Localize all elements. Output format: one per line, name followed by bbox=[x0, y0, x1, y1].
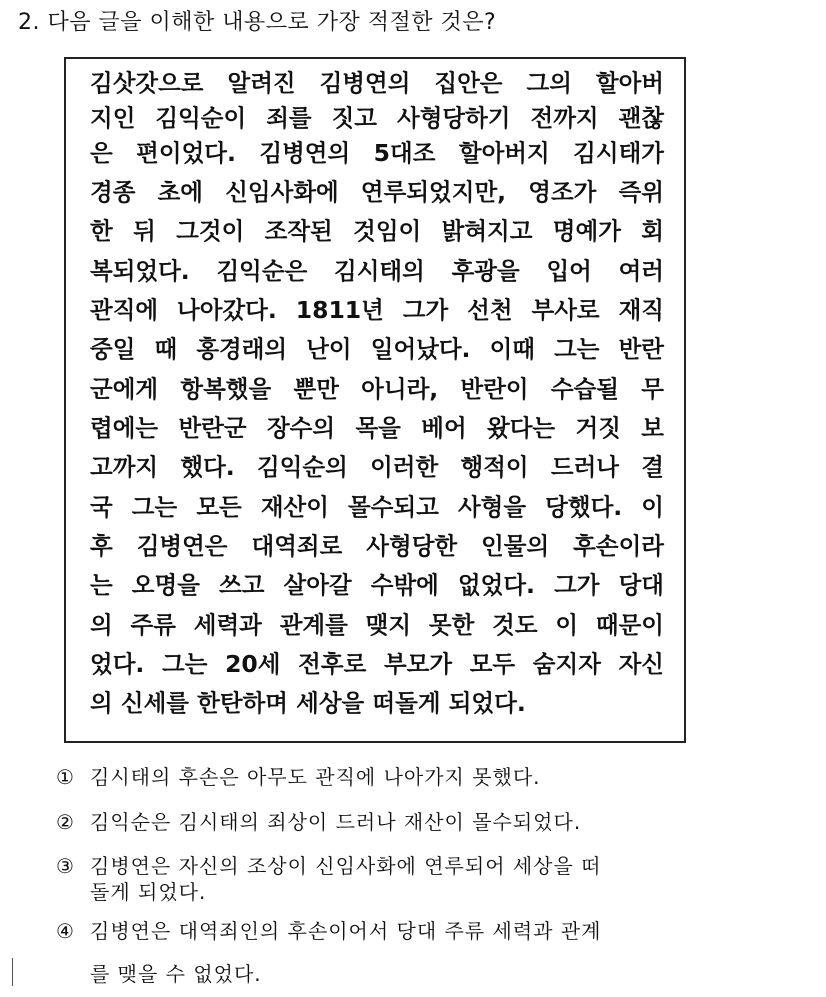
margin-line bbox=[12, 958, 13, 986]
passage-line: 김삿갓으로 알려진 김병연의 집안은 그의 할아버 bbox=[90, 69, 664, 97]
passage-line: 는 오명을 쓰고 살아갈 수밖에 없었다. 그가 당대 bbox=[90, 571, 664, 599]
option-text-continued: 를 맺을 수 없었다. bbox=[90, 962, 262, 986]
passage-line: 복되었다. 김익순은 김시태의 후광을 입어 여러 bbox=[90, 257, 664, 285]
option-number: ① bbox=[56, 765, 75, 789]
passage-line: 고까지 했다. 김익순의 이러한 행적이 드러나 결 bbox=[90, 453, 664, 481]
passage-line: 은 편이었다. 김병연의 5대조 할아버지 김시태가 bbox=[90, 139, 664, 167]
option-text: 김병연은 자신의 조상이 신임사화에 연루되어 세상을 떠 bbox=[90, 854, 602, 878]
question-text: 다음 글을 이해한 내용으로 가장 적절한 것은? bbox=[47, 10, 497, 35]
passage-line: 중일 때 홍경래의 난이 일어났다. 이때 그는 반란 bbox=[90, 335, 664, 363]
option-number: ③ bbox=[56, 854, 75, 878]
passage-line: 국 그는 모든 재산이 몰수되고 사형을 당했다. 이 bbox=[90, 493, 664, 521]
passage-box bbox=[64, 57, 686, 743]
passage-line: 한 뒤 그것이 조작된 것임이 밝혀지고 명예가 회 bbox=[90, 217, 664, 245]
passage-line: 었다. 그는 20세 전후로 부모가 모두 숨지자 자신 bbox=[90, 650, 664, 678]
question-stem bbox=[18, 8, 808, 38]
passage-line: 의 신세를 한탄하며 세상을 떠돌게 되었다. bbox=[90, 689, 526, 717]
answer-option-1[interactable] bbox=[56, 762, 756, 792]
option-text-continued: 돌게 되었다. bbox=[90, 880, 207, 904]
answer-option-2[interactable] bbox=[56, 807, 756, 837]
passage-line: 렵에는 반란군 장수의 목을 베어 왔다는 거짓 보 bbox=[90, 414, 664, 442]
option-text: 김시태의 후손은 아무도 관직에 나아가지 못했다. bbox=[90, 765, 541, 789]
option-number: ④ bbox=[56, 919, 75, 943]
option-text: 김익순은 김시태의 죄상이 드러나 재산이 몰수되었다. bbox=[90, 810, 582, 834]
passage-line: 지인 김익순이 죄를 짓고 사형당하기 전까지 괜찮 bbox=[90, 104, 664, 132]
passage-line: 경종 초에 신임사화에 연루되었지만, 영조가 즉위 bbox=[90, 178, 664, 206]
option-number: ② bbox=[56, 810, 75, 834]
question-number: 2. bbox=[18, 10, 40, 35]
passage-line: 군에게 항복했을 뿐만 아니라, 반란이 수습될 무 bbox=[90, 375, 664, 403]
passage-line: 관직에 나아갔다. 1811년 그가 선천 부사로 재직 bbox=[90, 296, 664, 324]
passage-line: 후 김병연은 대역죄로 사형당한 인물의 후손이라 bbox=[90, 532, 664, 560]
passage-line: 의 주류 세력과 관계를 맺지 못한 것도 이 때문이 bbox=[90, 611, 664, 639]
answer-option-4[interactable] bbox=[56, 916, 756, 946]
option-text: 김병연은 대역죄인의 후손이어서 당대 주류 세력과 관계 bbox=[90, 919, 602, 943]
